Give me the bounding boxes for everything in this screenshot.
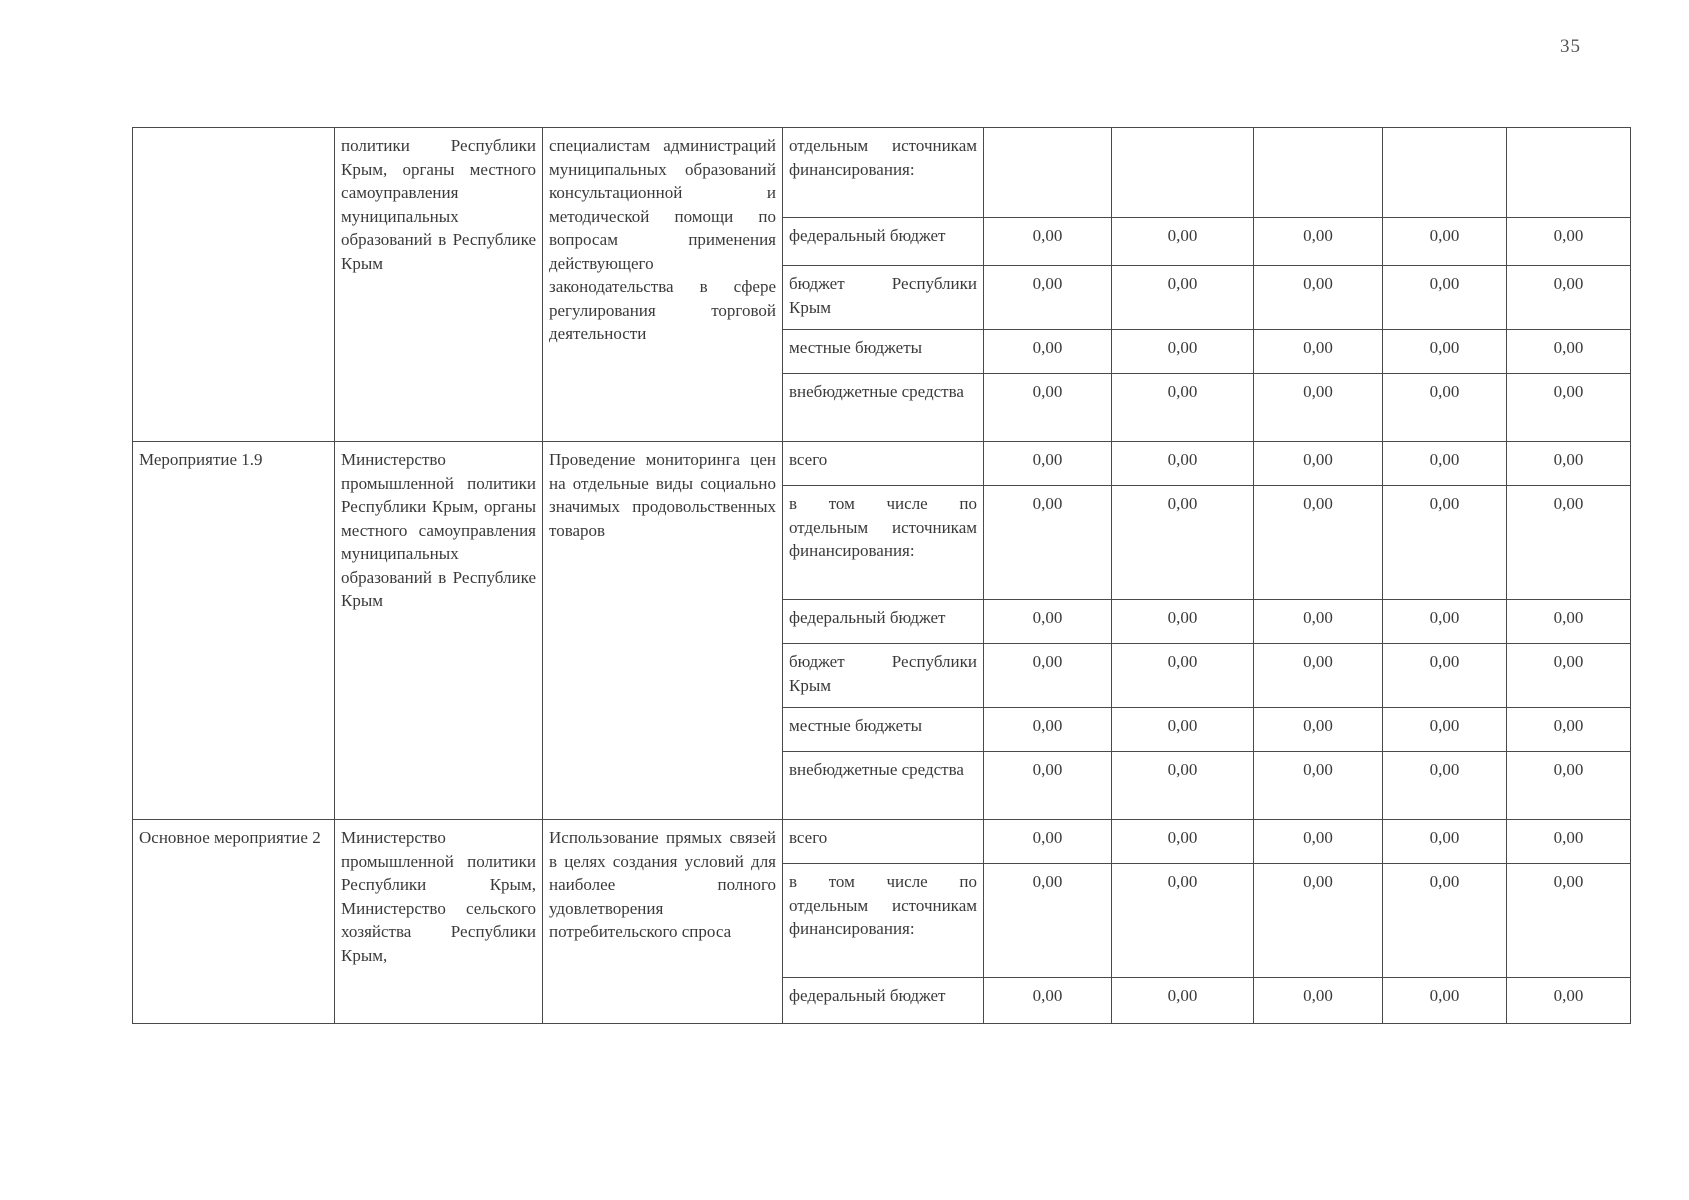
amount-cell: 0,00 xyxy=(1507,374,1631,442)
description-cell: специалистам администраций муниципальных образований консультационной и методической помощи по вопросам применения действующего законодательства в сфере регулирования торговой деятельности xyxy=(543,128,783,442)
budget-table xyxy=(132,127,1631,1024)
funding-source-cell: внебюджетные средства xyxy=(783,752,984,820)
amount-cell: 0,00 xyxy=(984,978,1112,1024)
event-name-cell xyxy=(133,128,335,442)
event-name-cell: Основное мероприятие 2 xyxy=(133,820,335,1024)
amount-cell: 0,00 xyxy=(1254,218,1383,266)
table-row xyxy=(133,128,1631,218)
amount-cell: 0,00 xyxy=(1112,330,1254,374)
table-row xyxy=(133,820,1631,864)
amount-cell: 0,00 xyxy=(1112,486,1254,600)
amount-cell: 0,00 xyxy=(1254,978,1383,1024)
amount-cell: 0,00 xyxy=(984,644,1112,708)
amount-cell: 0,00 xyxy=(1507,330,1631,374)
amount-cell: 0,00 xyxy=(1112,644,1254,708)
amount-cell: 0,00 xyxy=(1112,218,1254,266)
amount-cell: 0,00 xyxy=(984,266,1112,330)
amount-cell: 0,00 xyxy=(1254,374,1383,442)
amount-cell xyxy=(1112,128,1254,218)
amount-cell: 0,00 xyxy=(1254,708,1383,752)
amount-cell: 0,00 xyxy=(1507,600,1631,644)
funding-source-cell: внебюджетные средства xyxy=(783,374,984,442)
funding-source-cell: в том числе по отдельным источникам финансирования: xyxy=(783,486,984,600)
amount-cell: 0,00 xyxy=(984,486,1112,600)
description-cell: Использование прямых связей в целях создания условий для наиболее полного удовлетворения потребительского спроса xyxy=(543,820,783,1024)
event-name-cell: Мероприятие 1.9 xyxy=(133,442,335,820)
funding-source-cell: местные бюджеты xyxy=(783,708,984,752)
amount-cell: 0,00 xyxy=(1383,218,1507,266)
amount-cell: 0,00 xyxy=(1383,644,1507,708)
amount-cell: 0,00 xyxy=(1507,442,1631,486)
amount-cell: 0,00 xyxy=(984,864,1112,978)
amount-cell xyxy=(1507,128,1631,218)
amount-cell: 0,00 xyxy=(1112,266,1254,330)
executors-cell: политики Республики Крым, органы местного самоуправления муниципальных образований в Республике Крым xyxy=(335,128,543,442)
amount-cell: 0,00 xyxy=(1507,820,1631,864)
funding-source-cell: федеральный бюджет xyxy=(783,600,984,644)
amount-cell: 0,00 xyxy=(1112,374,1254,442)
amount-cell: 0,00 xyxy=(984,600,1112,644)
amount-cell xyxy=(984,128,1112,218)
amount-cell: 0,00 xyxy=(1507,864,1631,978)
amount-cell: 0,00 xyxy=(1254,442,1383,486)
amount-cell: 0,00 xyxy=(1112,752,1254,820)
amount-cell: 0,00 xyxy=(1383,752,1507,820)
amount-cell: 0,00 xyxy=(984,218,1112,266)
executors-cell: Министерство промышленной политики Республики Крым, органы местного самоуправления муниципальных образований в Республике Крым xyxy=(335,442,543,820)
amount-cell: 0,00 xyxy=(1507,708,1631,752)
funding-source-cell: всего xyxy=(783,442,984,486)
amount-cell: 0,00 xyxy=(1383,442,1507,486)
funding-source-cell: бюджет Республики Крым xyxy=(783,644,984,708)
amount-cell: 0,00 xyxy=(1383,708,1507,752)
amount-cell: 0,00 xyxy=(1507,266,1631,330)
table-row xyxy=(133,442,1631,486)
amount-cell: 0,00 xyxy=(1254,266,1383,330)
amount-cell: 0,00 xyxy=(1383,266,1507,330)
amount-cell: 0,00 xyxy=(1112,820,1254,864)
amount-cell: 0,00 xyxy=(1507,752,1631,820)
funding-source-cell: местные бюджеты xyxy=(783,330,984,374)
funding-source-cell: бюджет Республики Крым xyxy=(783,266,984,330)
amount-cell: 0,00 xyxy=(1254,600,1383,644)
amount-cell: 0,00 xyxy=(1507,644,1631,708)
amount-cell: 0,00 xyxy=(1507,978,1631,1024)
amount-cell: 0,00 xyxy=(1383,978,1507,1024)
funding-source-cell: федеральный бюджет xyxy=(783,218,984,266)
amount-cell: 0,00 xyxy=(1254,820,1383,864)
amount-cell: 0,00 xyxy=(1254,752,1383,820)
amount-cell: 0,00 xyxy=(1383,820,1507,864)
funding-source-cell: отдельным источникам финансирования: xyxy=(783,128,984,218)
amount-cell: 0,00 xyxy=(984,374,1112,442)
amount-cell: 0,00 xyxy=(984,820,1112,864)
amount-cell: 0,00 xyxy=(1112,442,1254,486)
amount-cell: 0,00 xyxy=(1383,486,1507,600)
amount-cell: 0,00 xyxy=(1507,218,1631,266)
amount-cell: 0,00 xyxy=(984,708,1112,752)
amount-cell: 0,00 xyxy=(1112,600,1254,644)
amount-cell: 0,00 xyxy=(1254,864,1383,978)
funding-source-cell: всего xyxy=(783,820,984,864)
amount-cell: 0,00 xyxy=(1254,486,1383,600)
amount-cell: 0,00 xyxy=(984,752,1112,820)
amount-cell: 0,00 xyxy=(1112,708,1254,752)
executors-cell: Министерство промышленной политики Республики Крым, Министерство сельского хозяйства Республики Крым, xyxy=(335,820,543,1024)
description-cell: Проведение мониторинга цен на отдельные виды социально значимых продовольственных товаров xyxy=(543,442,783,820)
funding-source-cell: федеральный бюджет xyxy=(783,978,984,1024)
amount-cell xyxy=(1254,128,1383,218)
amount-cell: 0,00 xyxy=(984,442,1112,486)
amount-cell: 0,00 xyxy=(1383,864,1507,978)
amount-cell: 0,00 xyxy=(1112,978,1254,1024)
amount-cell: 0,00 xyxy=(1112,864,1254,978)
amount-cell: 0,00 xyxy=(984,330,1112,374)
amount-cell xyxy=(1383,128,1507,218)
amount-cell: 0,00 xyxy=(1254,330,1383,374)
amount-cell: 0,00 xyxy=(1383,600,1507,644)
amount-cell: 0,00 xyxy=(1507,486,1631,600)
amount-cell: 0,00 xyxy=(1383,374,1507,442)
amount-cell: 0,00 xyxy=(1254,644,1383,708)
page-number: 35 xyxy=(1560,36,1581,57)
funding-source-cell: в том числе по отдельным источникам финансирования: xyxy=(783,864,984,978)
amount-cell: 0,00 xyxy=(1383,330,1507,374)
